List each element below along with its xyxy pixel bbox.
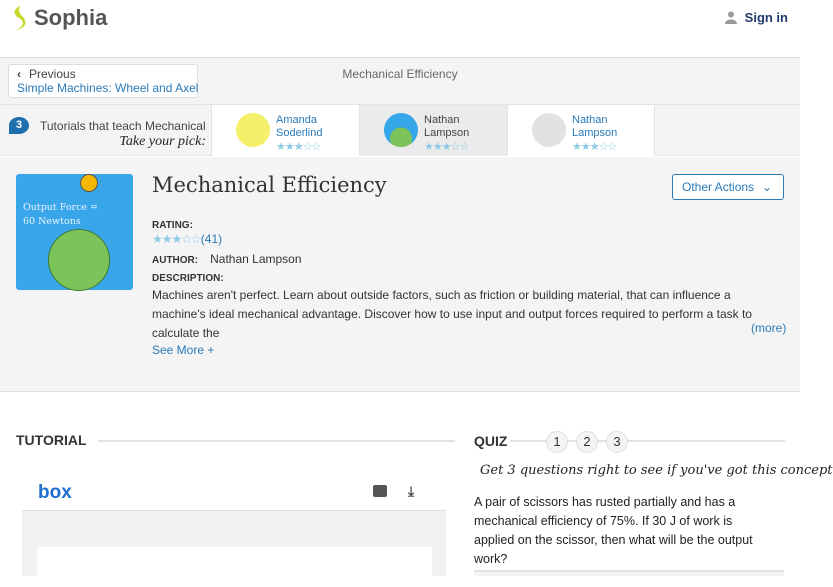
tutorial-thumbnail	[384, 113, 418, 147]
sophia-logo[interactable]	[10, 4, 107, 32]
quiz-step: 1	[546, 431, 568, 453]
pick-rating-stars: ★★★☆☆	[424, 141, 469, 153]
rating	[152, 232, 222, 246]
rating-label: RATING:	[152, 220, 193, 231]
author-label: AUTHOR:	[152, 255, 199, 266]
description-label: DESCRIPTION:	[152, 273, 224, 284]
tutorial-detail	[0, 157, 800, 392]
print-icon[interactable]	[373, 485, 387, 497]
tutorial-thumbnail	[236, 113, 270, 147]
site-header	[0, 0, 800, 58]
chevron-down-icon: ⌄	[762, 180, 773, 194]
box-viewer	[22, 475, 446, 576]
current-title: Mechanical Efficiency	[342, 67, 458, 81]
rating-count[interactable]: (41)	[200, 232, 223, 246]
other-actions-label: Other Actions	[682, 180, 755, 194]
more-link[interactable]: (more)	[751, 321, 787, 335]
quiz-step: 2	[576, 431, 598, 453]
author-name: Nathan Lampson	[210, 252, 302, 266]
description-text: Machines aren't perfect. Learn about outside factors, such as friction or building material, that can influence a machine's ideal mechanical advantage. Discover how to use input and output forces required to perform a task to calculate the	[152, 288, 752, 340]
pick-author: Nathan Lampson	[572, 114, 618, 139]
pick-rating-stars: ★★★☆☆	[572, 141, 617, 153]
pick-card-selected[interactable]	[359, 105, 507, 156]
answer-area	[474, 570, 784, 576]
previous-title: Simple Machines: Wheel and Axel	[17, 81, 199, 95]
other-actions-button[interactable]	[672, 174, 784, 200]
tutorial-count-badge: 3	[9, 117, 29, 134]
quiz-tagline: Get 3 questions right to see if you've got this concept	[480, 463, 833, 478]
take-your-pick-label: Take your pick:	[119, 134, 206, 149]
quiz-question: A pair of scissors has rusted partially and has a mechanical efficiency of 75%. If 30 J of work is applied on the scissor, then what will be the output work?	[474, 495, 753, 566]
chevron-left-icon: ‹	[17, 67, 21, 81]
pick-card[interactable]	[507, 105, 655, 156]
previous-tutorial-button[interactable]	[8, 64, 198, 98]
previous-label: Previous	[29, 67, 76, 81]
user-icon	[725, 11, 737, 24]
tutorial-picks-bar	[0, 104, 800, 156]
pick-author: Nathan Lampson	[424, 114, 470, 139]
quiz-heading: QUIZ	[474, 433, 508, 449]
author	[152, 252, 302, 266]
tutorial-title: Mechanical Efficiency	[152, 173, 387, 197]
sophia-logo-icon	[10, 5, 30, 31]
picks-label: Tutorials that teach Mechanical	[40, 119, 206, 133]
divider	[98, 440, 455, 442]
tutorial-thumbnail	[532, 113, 566, 147]
brand-name: Sophia	[34, 5, 108, 30]
quiz-step: 3	[606, 431, 628, 453]
tutorial-nav	[0, 58, 800, 105]
pick-author: Amanda Soderlind	[276, 114, 323, 139]
rating-stars: ★★★☆☆	[152, 232, 201, 246]
download-icon[interactable]: ⤓	[408, 483, 415, 499]
sign-in-label: Sign in	[744, 10, 788, 25]
tutorial-thumbnail-large	[16, 174, 133, 290]
thumbnail-text: Output Force = 60 Newtons	[23, 202, 99, 227]
box-logo: box	[38, 482, 72, 503]
pick-rating-stars: ★★★☆☆	[276, 141, 321, 153]
sign-in-link[interactable]	[725, 10, 788, 25]
see-more-link[interactable]: See More +	[152, 343, 215, 357]
pick-card[interactable]	[211, 105, 359, 156]
tutorial-heading: TUTORIAL	[16, 432, 87, 448]
